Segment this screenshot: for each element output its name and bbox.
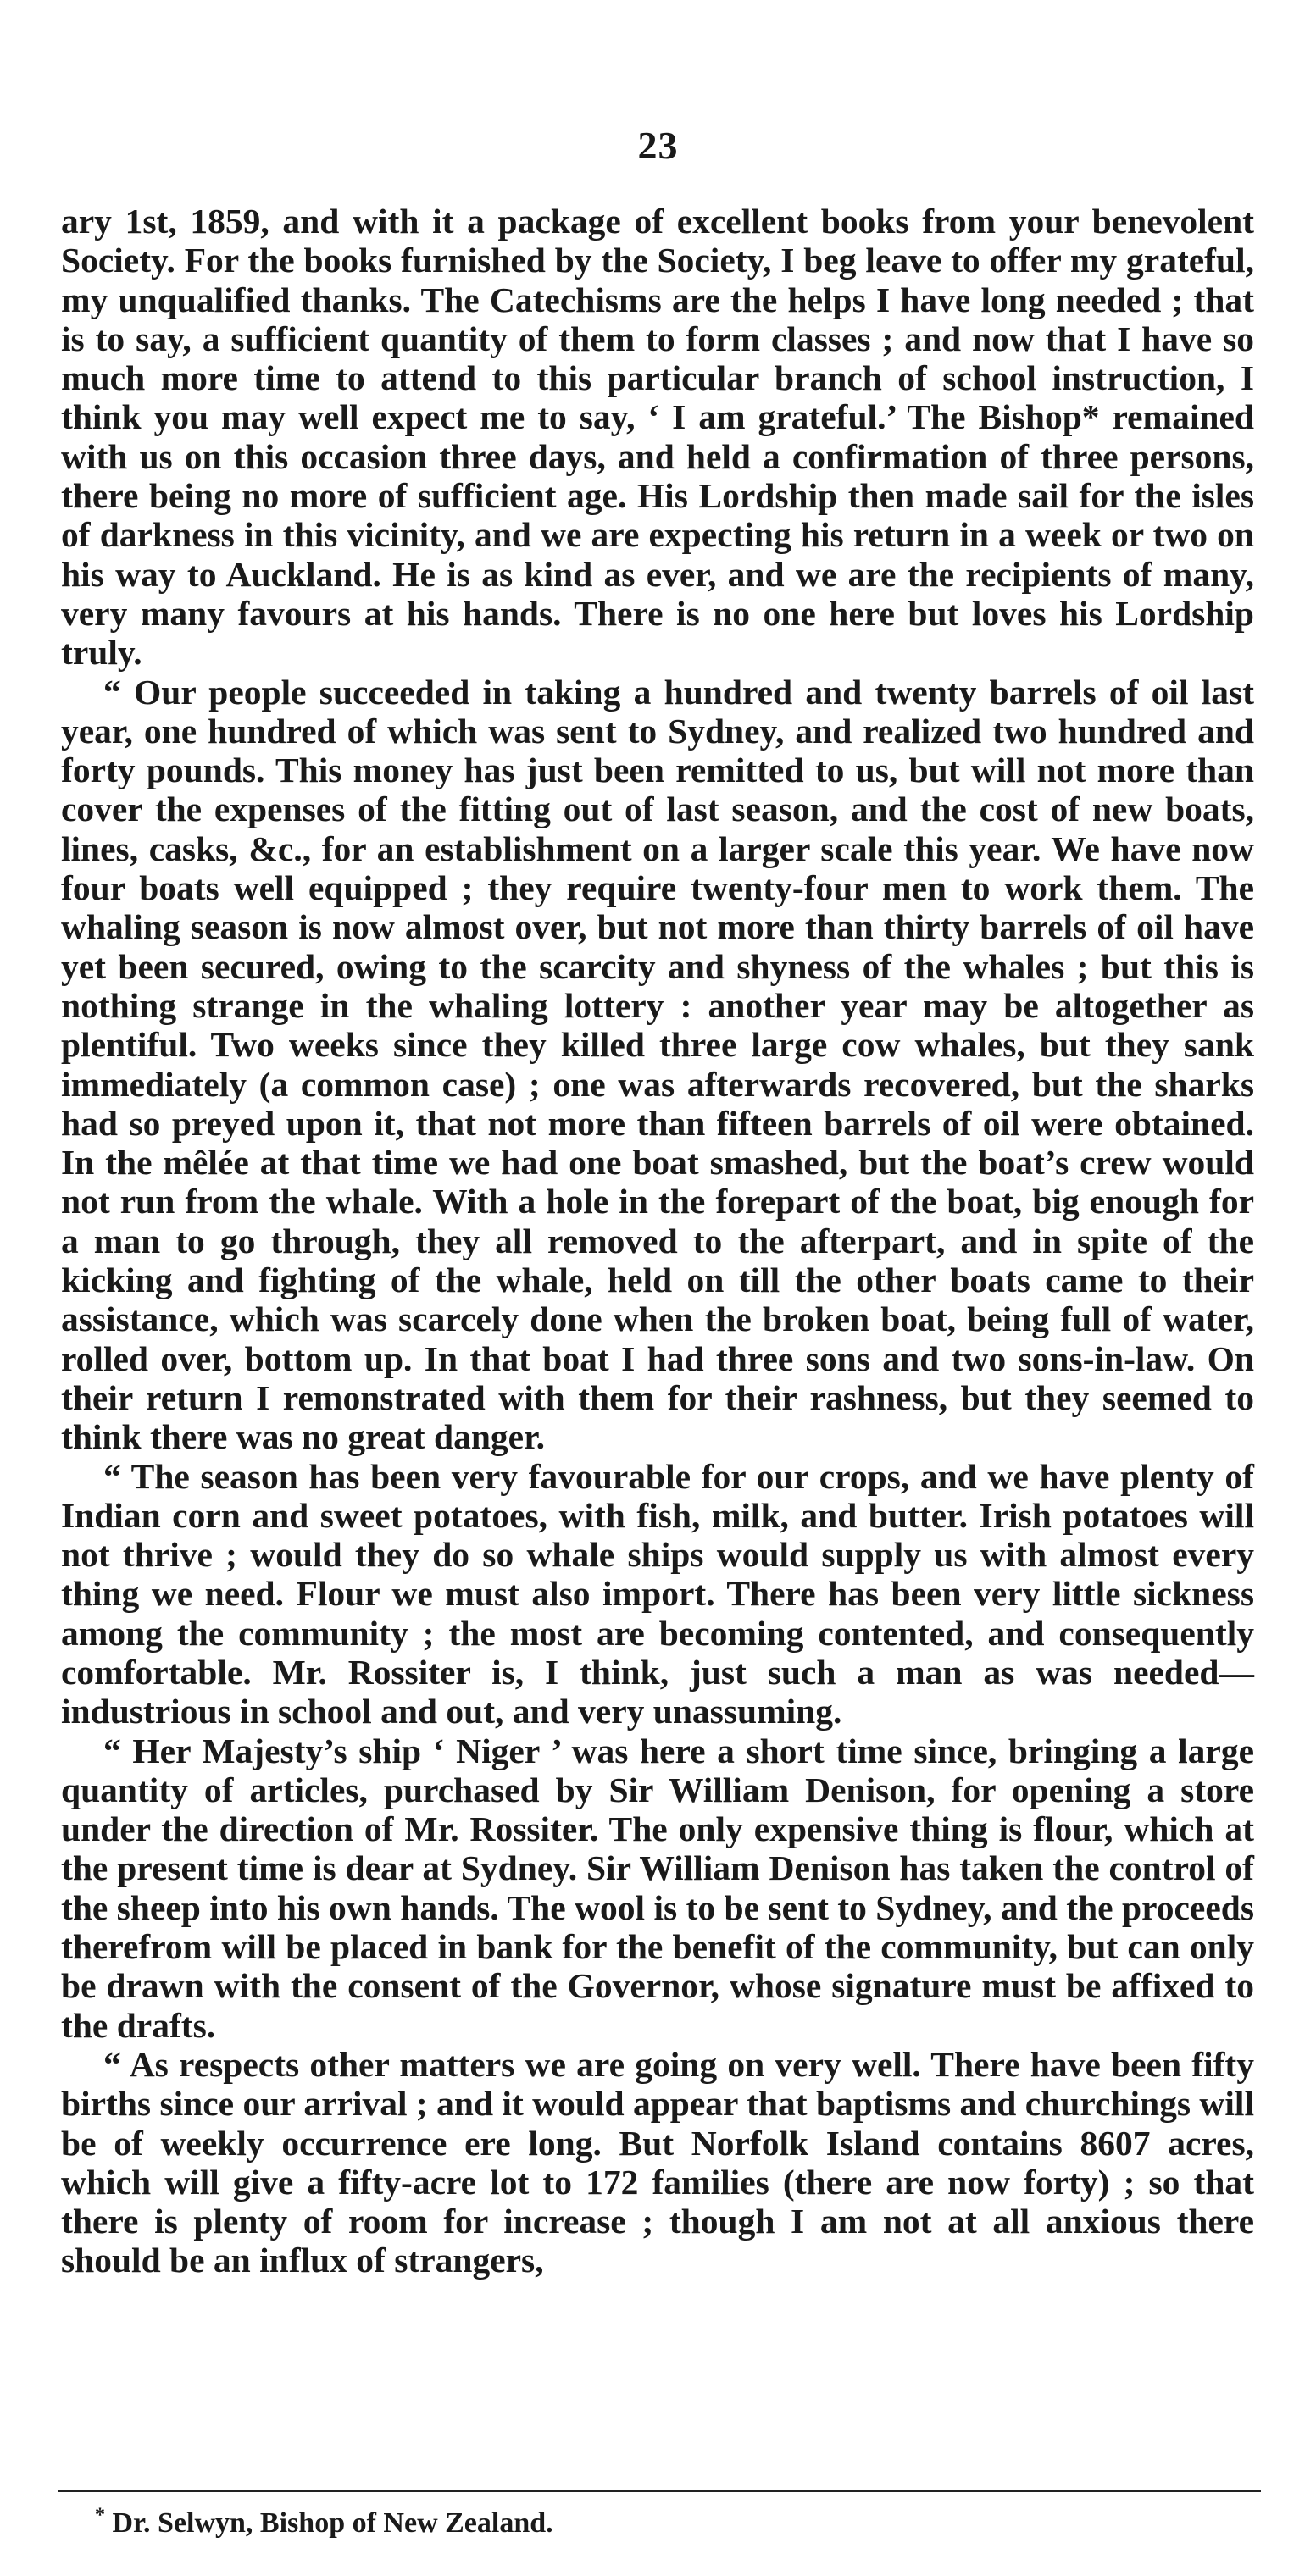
footnote [95, 2504, 553, 2540]
page-number: 23 [637, 124, 679, 167]
paragraph-3: “ The season has been very favourable for our crops, and we have plenty of Indian corn and sweet potatoes, with fish, milk, and butter. Irish potatoes will not thrive ; would they do so whale ships would supply us with almost every thing we need. Flour we must also import. There has been very little sickness among the community ; the most are becoming contented, and consequently comfortable. Mr. Rossiter is, I think, just such a man as was needed—industrious in school and out, and very unassuming. [61, 1456, 1254, 1731]
paragraph-5: “ As respects other matters we are going on very well. There have been fifty births since our arrival ; and it would appear that baptisms and churchings will be of weekly occurrence ere long. But Norfolk Island contains 8607 acres, which will give a fifty-acre lot to 172 families (there are now forty) ; so that there is plenty of room for increase ; though I am not at all anxious there should be an influx of strangers, [61, 2044, 1254, 2280]
paragraph-1: ary 1st, 1859, and with it a package of excellent books from your benevolent Society. For the books furnished by the Society, I beg leave to offer my grateful, my unqualified thanks. The Catechisms are the helps I have long needed ; that is to say, a sufficient quantity of them to form classes ; and now that I have so much more time to attend to this particular branch of school instruction, I think you may well expect me to say, ‘ I am grateful.’ The Bishop* remained with us on this occasion three days, and held a confirmation of three persons, there being no more of sufficient age. His Lordship then made sail for the isles of darkness in this vicinity, and we are expecting his return in a week or two on his way to Auckland. He is as kind as ever, and we are the recipients of many, very many favours at his hands. There is no one here but loves his Lordship truly. [61, 202, 1254, 673]
body-text [61, 202, 1254, 2280]
paragraph-4: “ Her Majesty’s ship ‘ Niger ’ was here a short time since, bringing a large quantity of articles, purchased by Sir William Denison, for opening a store under the direction of Mr. Rossiter. The only expensive thing is flour, which at the present time is dear at Sydney. Sir William Denison has taken the control of the sheep into his own hands. The wool is to be sent to Sydney, and the proceeds therefrom will be placed in bank for the benefit of the community, but can only be drawn with the consent of the Governor, whose signature must be affixed to the drafts. [61, 1731, 1254, 2045]
footnote-mark: * [95, 2504, 105, 2527]
footnote-divider [58, 2490, 1261, 2492]
paragraph-2: “ Our people succeeded in taking a hundred and twenty barrels of oil last year, one hundred of which was sent to Sydney, and realized two hundred and forty pounds. This money has just been remitted to us, but will not more than cover the expenses of the fitting out of last season, and the cost of new boats, lines, casks, &c., for an establishment on a larger scale this year. We have now four boats well equipped ; they require twenty-four men to work them. The whaling season is now almost over, but not more than thirty barrels of oil have yet been secured, owing to the scarcity and shyness of the whales ; but this is nothing strange in the whaling lottery : another year may be altogether as plentiful. Two weeks since they killed three large cow whales, but they sank immediately (a common case) ; one was afterwards recovered, but the sharks had so preyed upon it, that not more than fifteen barrels of oil were obtained. In the mêlée at that time we had one boat smashed, but the boat’s crew would not run from the whale. With a hole in the forepart of the boat, big enough for a man to go through, they all removed to the afterpart, and in spite of the kicking and fighting of the whale, held on till the other boats came to their assistance, which was scarcely done when the broken boat, being full of water, rolled over, bottom up. In that boat I had three sons and two sons-in-law. On their return I remonstrated with them for their rashness, but they seemed to think there was no great danger. [61, 672, 1254, 1457]
footnote-text: Dr. Selwyn, Bishop of New Zealand. [112, 2507, 553, 2539]
